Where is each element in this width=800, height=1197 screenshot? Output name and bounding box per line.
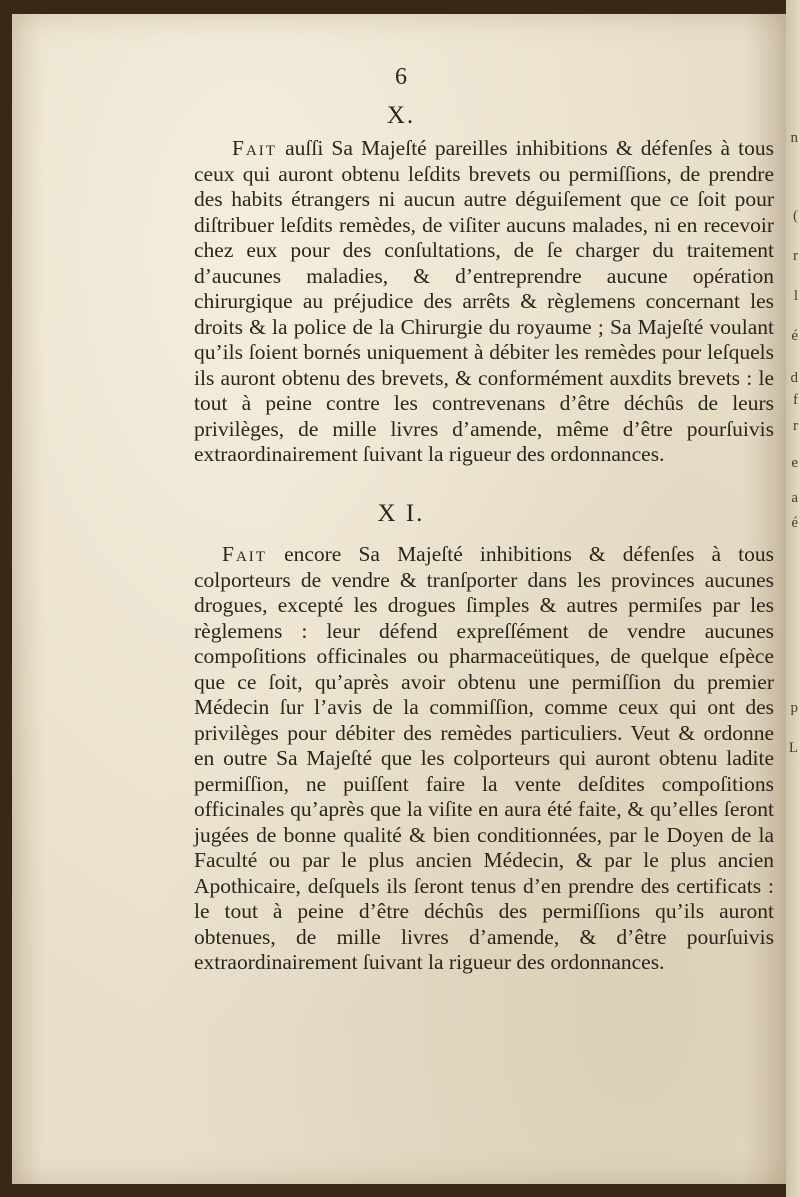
edge-letter: L [788, 740, 798, 756]
article-x-lead-word: Fait [232, 136, 277, 160]
edge-letter: p [790, 700, 798, 716]
book-page [12, 14, 790, 1184]
edge-letter: ( [793, 208, 798, 224]
edge-letter: e [791, 455, 798, 471]
article-x-paragraph [194, 136, 774, 468]
article-xi-text: encore Sa Majeſté inhibitions & défenſes à tous colporteurs de vendre & tranſporter dans les provinces aucunes drogues, excepté les drogues ſimples & autres permiſes par les règlemens : leur défend expreſſément de vendre aucunes compoſitions officinales ou pharmaceütiques, de quelque eſpèce que ce ſoit, qu’après avoir obtenu une permiſſion du premier Médecin ſur l’avis de la commiſſion, comme ceux qui ont des privilèges pour débiter des remèdes particuliers. Veut & ordonne en outre Sa Majeſté que les colporteurs qui auront obtenu ladite permiſſion, ne puiſſent faire la vente deſdites compoſitions officinales qu’après que la viſite en aura été faite, & qu’elles ſeront jugées de bonne qualité & bien conditionnées, par le Doyen de la Faculté ou par le plus ancien Médecin, & par le plus ancien Apothicaire, deſquels ils ſeront tenus d’en prendre des certificats : le tout à peine d’être déchûs des permiſſions qu’ils auront obtenues, de mille livres d’amende, & d’être pourſuivis extraordinairement ſuivant la rigueur des ordonnances. [194, 542, 774, 974]
edge-letter: f [793, 392, 798, 408]
section-title-xi: X I. [377, 500, 425, 527]
section-title-x: X. [386, 102, 416, 129]
edge-letter: n [790, 130, 798, 146]
article-x-text: auſſi Sa Majeſté pareilles inhibitions & défenſes à tous ceux qui auront obtenu leſdits brevets ou permiſſions, de prendre des habits étrangers ni aucun autre déguiſement que ce ſoit pour diſtribuer leſdits remèdes, de viſiter aucuns malades, ni en recevoir chez eux pour des conſultations, de ſe charger du traitement d’aucunes maladies, & d’entreprendre aucune opération chirurgique au préjudice des arrêts & règlemens concernant les droits & la police de la Chirurgie du royaume ; Sa Majeſté voulant qu’ils ſoient bornés uniquement à débiter les remèdes pour leſquels ils auront obtenu des brevets, & conformément auxdits brevets : le tout à peine contre les contrevenans d’être déchûs de leurs privilèges, de mille livres d’amende, même d’être pourſuivis extraordinairement ſuivant la rigueur des ordonnances. [194, 136, 774, 466]
edge-letter: é [791, 515, 798, 531]
edge-letter: r [793, 248, 798, 264]
article-xi-paragraph [194, 542, 774, 976]
article-xi-lead-word: Fait [222, 542, 267, 566]
page-number: 6 [395, 64, 407, 90]
facing-page-edge [786, 0, 800, 1197]
edge-letter: é [791, 328, 798, 344]
edge-letter: d [790, 370, 798, 386]
edge-letter: a [791, 490, 798, 506]
edge-letter: l [793, 288, 798, 304]
edge-letter: r [793, 418, 798, 434]
